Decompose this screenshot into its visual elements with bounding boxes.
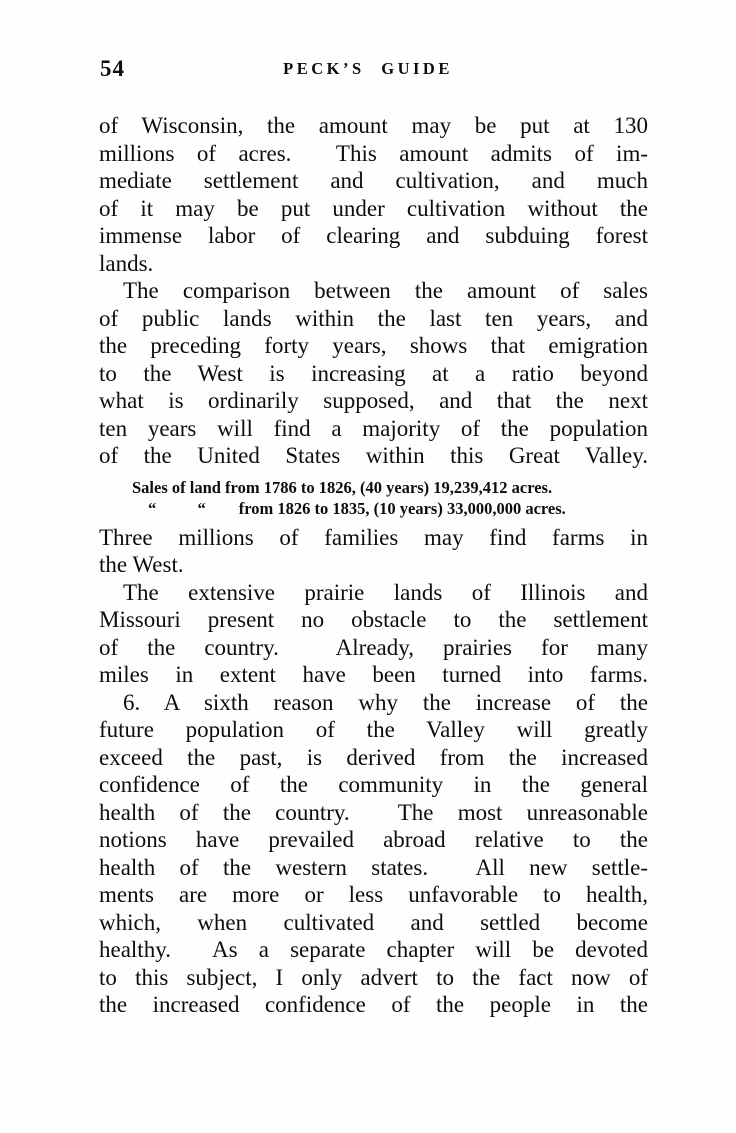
text-line: of Wisconsin, the amount may be put at 130 (99, 113, 648, 138)
text-line: ten years will find a majority of the population (99, 415, 648, 441)
text-line: The extensive prairie lands of Illinois and (123, 579, 648, 605)
text-line: Sales of land from 1786 to 1826, (40 years) 19,239,412 acres. (132, 477, 553, 497)
text-line: of the United States within this Great Valley. (99, 443, 648, 468)
text-line: lands. (99, 250, 154, 276)
text-line: exceed the past, is derived from the increased (99, 744, 648, 770)
text-line: future population of the Valley will greatly (99, 717, 648, 742)
text-line: mediate settlement and cultivation, and much (99, 168, 648, 193)
text-line: miles in extent have been turned into farms. (99, 662, 648, 687)
page-number: 54 (100, 56, 125, 81)
text-line: 6. A sixth reason why the increase of the (123, 689, 648, 715)
text-line: of it may be put under cultivation without the (99, 195, 648, 221)
text-line: of the country. Already, prairies for many (99, 634, 648, 660)
text-line: the preceding forty years, shows that emigration (99, 333, 648, 358)
page-body (99, 112, 648, 1019)
text-line: Three millions of families may find farms in (99, 524, 648, 550)
text-line: notions have prevailed abroad relative to the (99, 827, 648, 852)
text-line: immense labor of clearing and subduing forest (99, 223, 648, 248)
text-line: which, when cultivated and settled become (99, 909, 648, 935)
text-line: health of the country. The most unreasonable (99, 799, 648, 825)
text-line: millions of acres. This amount admits of im- (99, 140, 648, 166)
text-line: “ “ from 1826 to 1835, (10 years) 33,000,000 acres. (148, 498, 566, 518)
text-line: to this subject, I only advert to the fact now of (99, 964, 648, 990)
text-line: ments are more or less unfavorable to health, (99, 882, 648, 907)
text-line: The comparison between the amount of sales (123, 278, 648, 303)
text-line: confidence of the community in the general (99, 772, 648, 797)
page-header (0, 56, 736, 86)
text-line: health of the western states. All new settle- (99, 854, 648, 880)
text-line: what is ordinarily supposed, and that the next (99, 388, 648, 413)
text-line: Missouri present no obstacle to the settlement (99, 607, 648, 632)
text-line: of public lands within the last ten years, and (99, 305, 648, 331)
text-line: healthy. As a separate chapter will be devoted (99, 937, 648, 962)
text-line: to the West is increasing at a ratio beyond (99, 360, 648, 386)
text-line: the increased confidence of the people in the (99, 992, 648, 1017)
text-line: the West. (99, 552, 184, 577)
running-head: PECK’S GUIDE (283, 59, 453, 78)
